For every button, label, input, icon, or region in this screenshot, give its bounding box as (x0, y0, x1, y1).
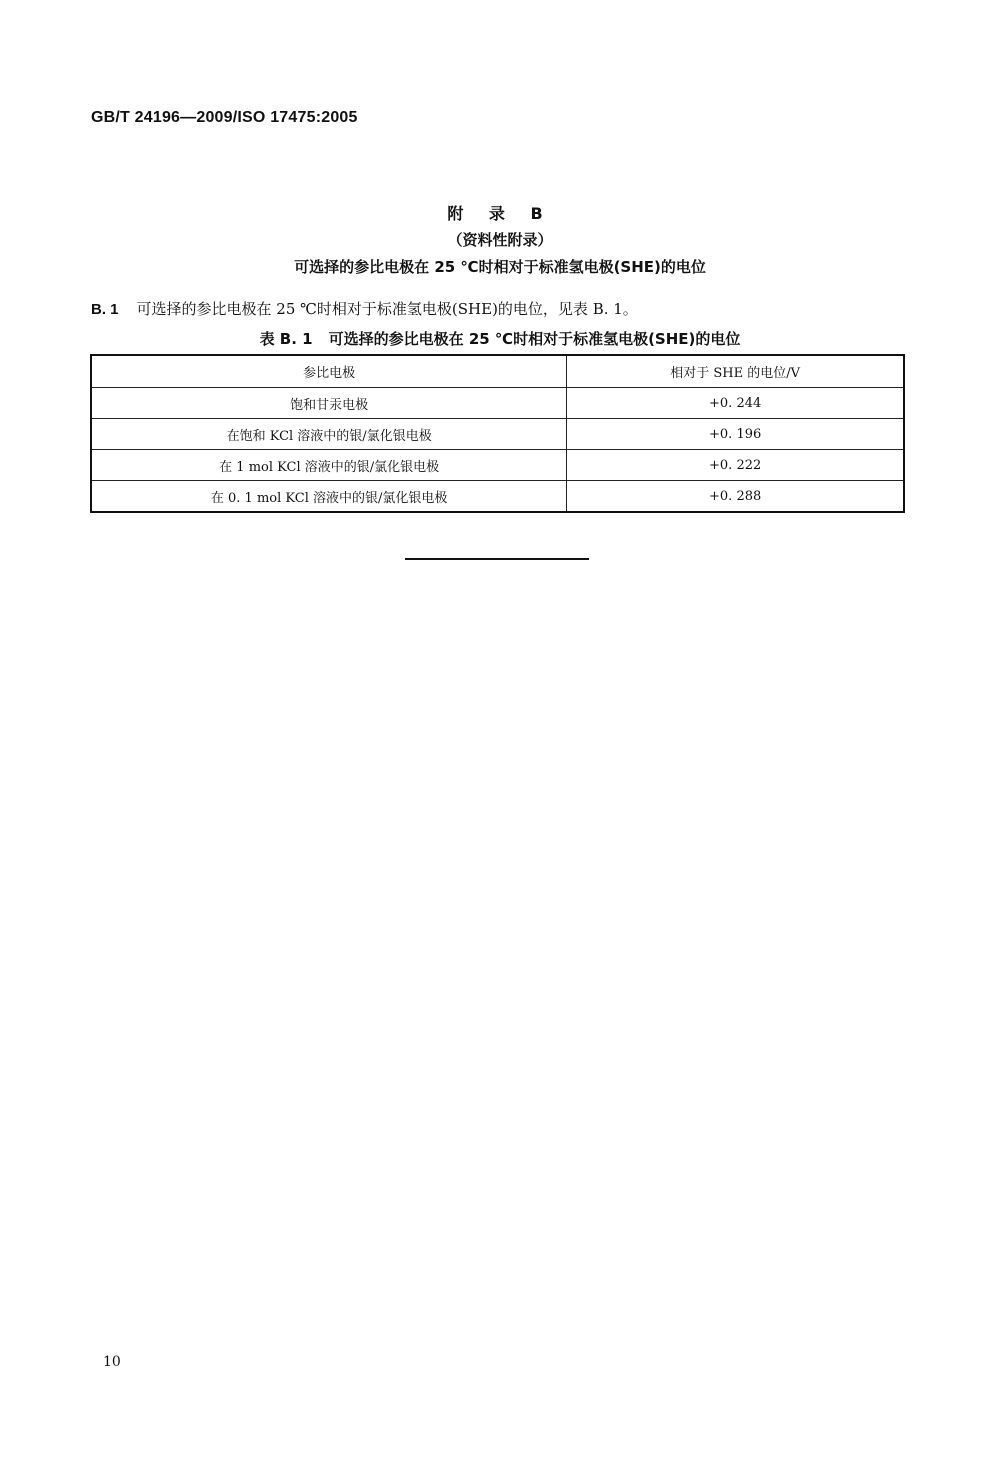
table-caption-number: 表 B. 1 (259, 330, 313, 348)
standard-code: GB/T 24196—2009/ISO 17475:2005 (91, 109, 358, 126)
cell-potential: +0. 196 (567, 419, 904, 450)
cell-electrode: 在 0. 1 mol KCl 溶液中的银/氯化银电极 (91, 481, 567, 513)
appendix-heading: 可选择的参比电极在 25 ℃时相对于标准氢电极(SHE)的电位 (294, 258, 706, 276)
reference-electrode-table (90, 354, 905, 513)
cell-electrode: 在饱和 KCl 溶液中的银/氯化银电极 (91, 419, 567, 450)
table-row (91, 450, 904, 481)
cell-electrode: 在 1 mol KCl 溶液中的银/氯化银电极 (91, 450, 567, 481)
column-header-potential: 相对于 SHE 的电位/V (567, 355, 904, 388)
appendix-subtitle: （资料性附录） (447, 231, 553, 249)
cell-potential: +0. 244 (567, 388, 904, 419)
table-caption (0, 328, 1000, 349)
page-number: 10 (103, 1354, 121, 1370)
table-caption-text: 可选择的参比电极在 25 ℃时相对于标准氢电极(SHE)的电位 (328, 330, 741, 348)
appendix-title: 附 录 B (447, 204, 553, 223)
cell-electrode: 饱和甘汞电极 (91, 388, 567, 419)
clause-text: 可选择的参比电极在 25 ℃时相对于标准氢电极(SHE)的电位，见表 B. 1。 (136, 300, 638, 318)
table-header-row (91, 355, 904, 388)
cell-potential: +0. 222 (567, 450, 904, 481)
table-row (91, 419, 904, 450)
cell-potential: +0. 288 (567, 481, 904, 513)
table-row (91, 388, 904, 419)
column-header-electrode: 参比电极 (91, 355, 567, 388)
end-of-appendix-rule (405, 558, 589, 560)
clause-number: B. 1 (91, 301, 119, 318)
clause-b1 (91, 298, 638, 319)
table-row (91, 481, 904, 513)
